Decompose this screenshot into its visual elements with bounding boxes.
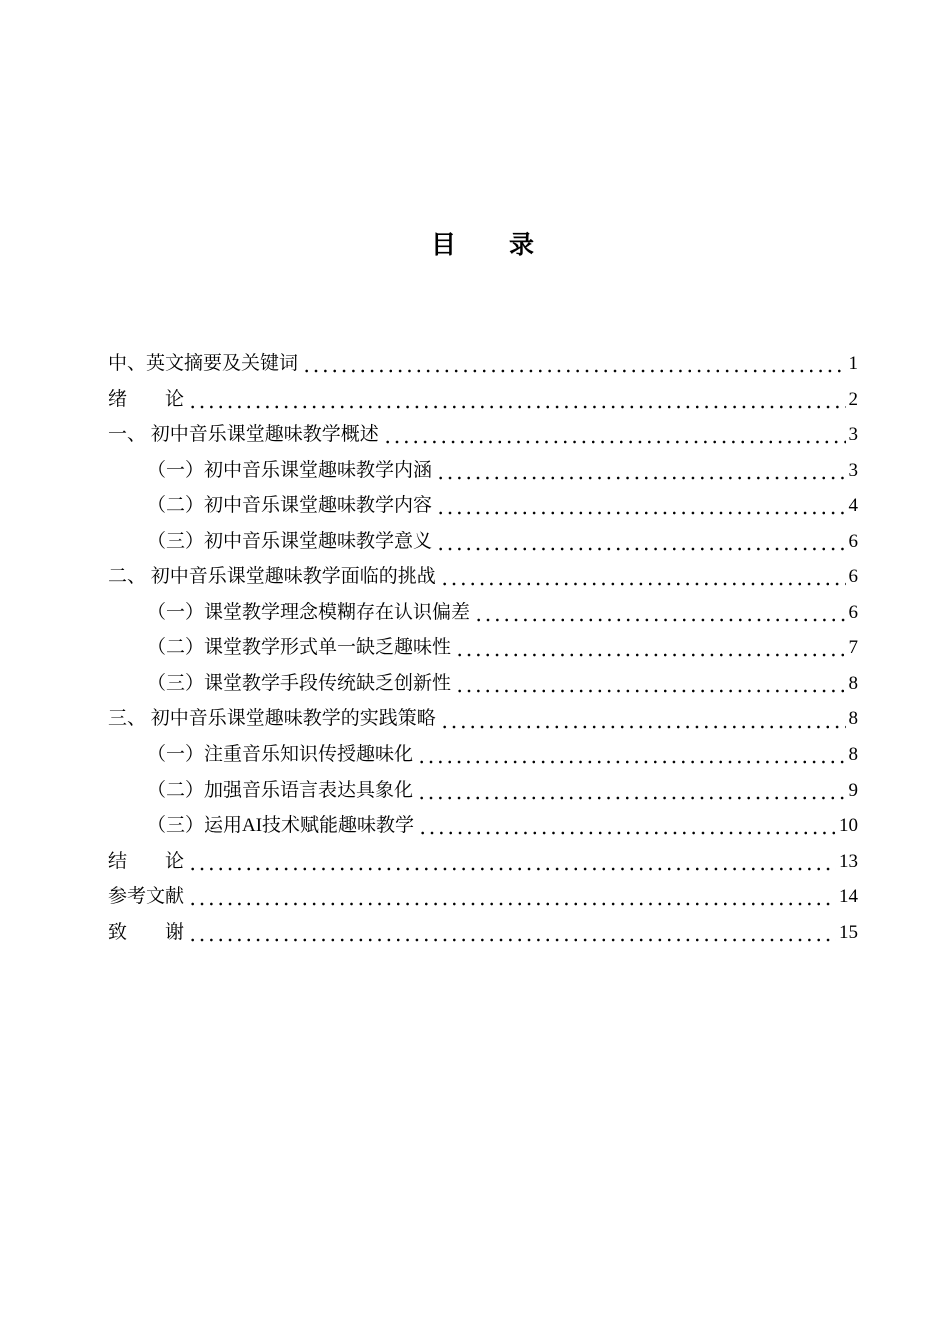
toc-page-number: 3 xyxy=(848,459,858,481)
toc-entry-label: 一、 初中音乐课堂趣味教学概述 xyxy=(108,424,379,446)
toc-entry-label: 三、 初中音乐课堂趣味教学的实践策略 xyxy=(108,708,436,730)
toc-entry-label: 致 谢 xyxy=(108,921,185,943)
toc-dot-leader xyxy=(186,879,836,915)
toc-list xyxy=(108,346,858,950)
toc-dot-leader xyxy=(186,382,845,418)
toc-entry xyxy=(108,524,858,560)
toc-entry xyxy=(108,382,858,418)
toc-entry xyxy=(108,595,858,631)
toc-dot-leader xyxy=(434,453,845,489)
toc-entry-label: 二、 初中音乐课堂趣味教学面临的挑战 xyxy=(108,566,436,588)
toc-entry-label: 绪 论 xyxy=(108,388,185,410)
toc-dot-leader xyxy=(415,737,845,773)
toc-page-number: 8 xyxy=(848,672,858,694)
toc-entry-label: 中、英文摘要及关键词 xyxy=(108,353,299,374)
toc-page-number: 8 xyxy=(848,708,858,730)
toc-dot-leader xyxy=(438,559,846,595)
toc-dot-leader xyxy=(186,844,836,880)
toc-entry xyxy=(108,737,858,773)
toc-entry xyxy=(108,417,858,453)
toc-page-number: 2 xyxy=(848,388,858,410)
toc-page-number: 13 xyxy=(839,850,858,872)
toc-entry-label: （三）课堂教学手段传统缺乏创新性 xyxy=(147,672,452,694)
toc-entry-label: （一）注重音乐知识传授趣味化 xyxy=(147,744,414,766)
toc-entry xyxy=(108,879,858,915)
toc-dot-leader xyxy=(453,666,845,702)
toc-entry xyxy=(108,559,858,595)
toc-title: 目 录 xyxy=(430,232,535,259)
toc-entry xyxy=(108,666,858,702)
toc-entry xyxy=(108,701,858,737)
toc-entry xyxy=(108,453,858,489)
toc-page-number: 4 xyxy=(848,495,858,517)
toc-dot-leader xyxy=(416,808,836,844)
toc-entry xyxy=(108,915,858,951)
toc-entry xyxy=(108,844,858,880)
toc-page-number: 14 xyxy=(839,886,858,908)
toc-entry-label: （三）运用AI技术赋能趣味教学 xyxy=(147,815,415,837)
toc-entry-label: 参考文献 xyxy=(108,886,185,908)
toc-dot-leader xyxy=(434,524,845,560)
toc-dot-leader xyxy=(438,701,846,737)
toc-dot-leader xyxy=(381,417,846,453)
toc-dot-leader xyxy=(186,915,836,951)
toc-page-number: 9 xyxy=(848,779,858,801)
toc-entry-label: （三）初中音乐课堂趣味教学意义 xyxy=(147,530,433,552)
toc-entry-label: （二）初中音乐课堂趣味教学内容 xyxy=(147,495,433,517)
toc-entry xyxy=(108,773,858,809)
toc-entry-label: （一）初中音乐课堂趣味教学内涵 xyxy=(147,459,433,481)
toc-page-number: 6 xyxy=(848,530,858,552)
toc-page-number: 3 xyxy=(848,424,858,446)
toc-page-number: 6 xyxy=(848,601,858,623)
toc-dot-leader xyxy=(453,630,845,666)
toc-page-number: 6 xyxy=(848,566,858,588)
toc-dot-leader xyxy=(415,773,845,809)
toc-entry xyxy=(108,488,858,524)
toc-page-number: 7 xyxy=(848,637,858,659)
toc-entry xyxy=(108,630,858,666)
toc-page-number: 10 xyxy=(839,815,858,837)
toc-dot-leader xyxy=(472,595,845,631)
toc-page-number: 1 xyxy=(848,353,858,374)
toc-entry xyxy=(108,808,858,844)
toc-entry-label: （二）加强音乐语言表达具象化 xyxy=(147,779,414,801)
toc-page-number: 15 xyxy=(839,921,858,943)
toc-dot-leader xyxy=(434,488,845,524)
toc-dot-leader xyxy=(300,346,845,382)
toc-entry xyxy=(108,346,858,382)
toc-page-number: 8 xyxy=(848,744,858,766)
toc-entry-label: 结 论 xyxy=(108,850,185,872)
toc-entry-label: （二）课堂教学形式单一缺乏趣味性 xyxy=(147,637,452,659)
toc-entry-label: （一）课堂教学理念模糊存在认识偏差 xyxy=(147,601,471,623)
